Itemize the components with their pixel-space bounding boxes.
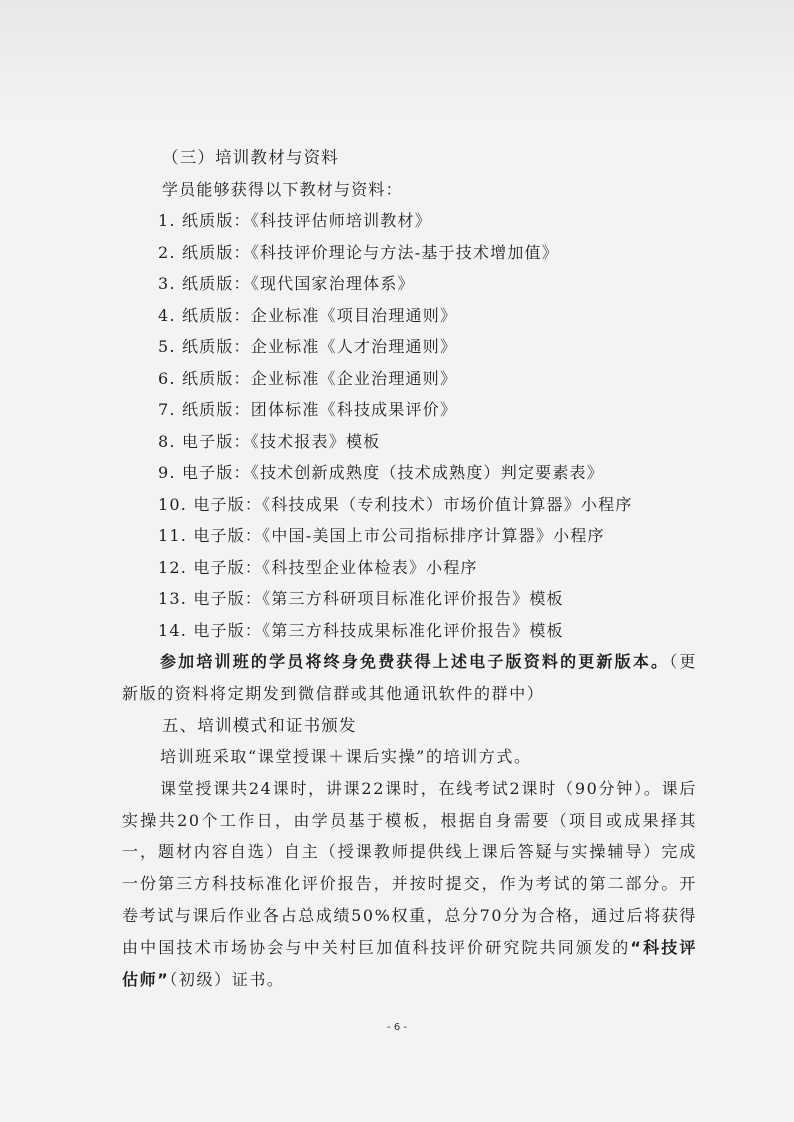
list-item: 12. 电子版：《科技型企业体检表》小程序 (158, 557, 478, 577)
list-item: 13. 电子版：《第三方科研项目标准化评价报告》模板 (158, 589, 564, 608)
update-note (122, 646, 697, 710)
list-item: 14. 电子版：《第三方科技成果标准化评价报告》模板 (158, 620, 564, 640)
certificate-paragraph-main: 课堂授课共24课时，讲课22课时，在线考试2课时（90分钟）。课后实操共20个工作日，由学员基于模板，根据自身需要（项目或成果择其一，题材内容自选）自主（授课教师提供线上课后答疑与实操辅导）完成一份第三方科技标准化评价报告，并按时提交，作为考试的第二部分。开卷考试与课后作业各占总成绩50%权重，总分70分为合格，通过后将获得由中国技术市场协会与中关村巨加值科技评价研究院共同颁发的 (122, 778, 697, 957)
section-3-intro: 学员能够获得以下教材与资料： (162, 179, 403, 199)
list-item: 6. 纸质版：企业标准《企业治理通则》 (158, 368, 458, 388)
materials-list (122, 205, 692, 646)
list-item: 1. 纸质版：《科技评估师培训教材》 (158, 211, 432, 230)
list-item: 9. 电子版：《技术创新成熟度（技术成熟度）判定要素表》 (158, 463, 604, 482)
section-3-heading: （三）培训教材与资料 (162, 148, 339, 167)
page-content (122, 142, 697, 995)
list-item: 3. 纸质版：《现代国家治理体系》 (158, 274, 415, 293)
certificate-paragraph (122, 773, 697, 996)
update-note-bold: 参加培训班的学员将终身免费获得上述电子版资料的更新版本。 (160, 652, 670, 671)
list-item: 11. 电子版：《中国-美国上市公司指标排序计算器》小程序 (158, 526, 605, 545)
list-item: 2. 纸质版：《科技评价理论与方法-基于技术增加值》 (158, 242, 559, 262)
list-item: 4. 纸质版：企业标准《项目治理通则》 (158, 305, 458, 325)
training-mode-paragraph: 培训班采取“课堂授课＋课后实操”的培训方式。 (160, 747, 532, 767)
list-item: 5. 纸质版：企业标准《人才治理通则》 (158, 337, 458, 356)
update-note-rest: （更新版的资料将定期发到微信群或其他通讯软件的群中） (122, 652, 697, 703)
scan-shadow (0, 0, 794, 120)
list-item: 10. 电子版：《科技成果（专利技术）市场价值计算器》小程序 (158, 494, 633, 514)
section-5-heading: 五、培训模式和证书颁发 (162, 715, 357, 735)
page-number: - 6 - (387, 1022, 407, 1033)
list-item: 7. 纸质版：团体标准《科技成果评价》 (158, 400, 458, 419)
list-item: 8. 电子版：《技术报表》模板 (158, 431, 381, 451)
certificate-title: “科技评估师” (122, 937, 697, 989)
certificate-paragraph-end: （初级）证书。 (169, 969, 285, 989)
